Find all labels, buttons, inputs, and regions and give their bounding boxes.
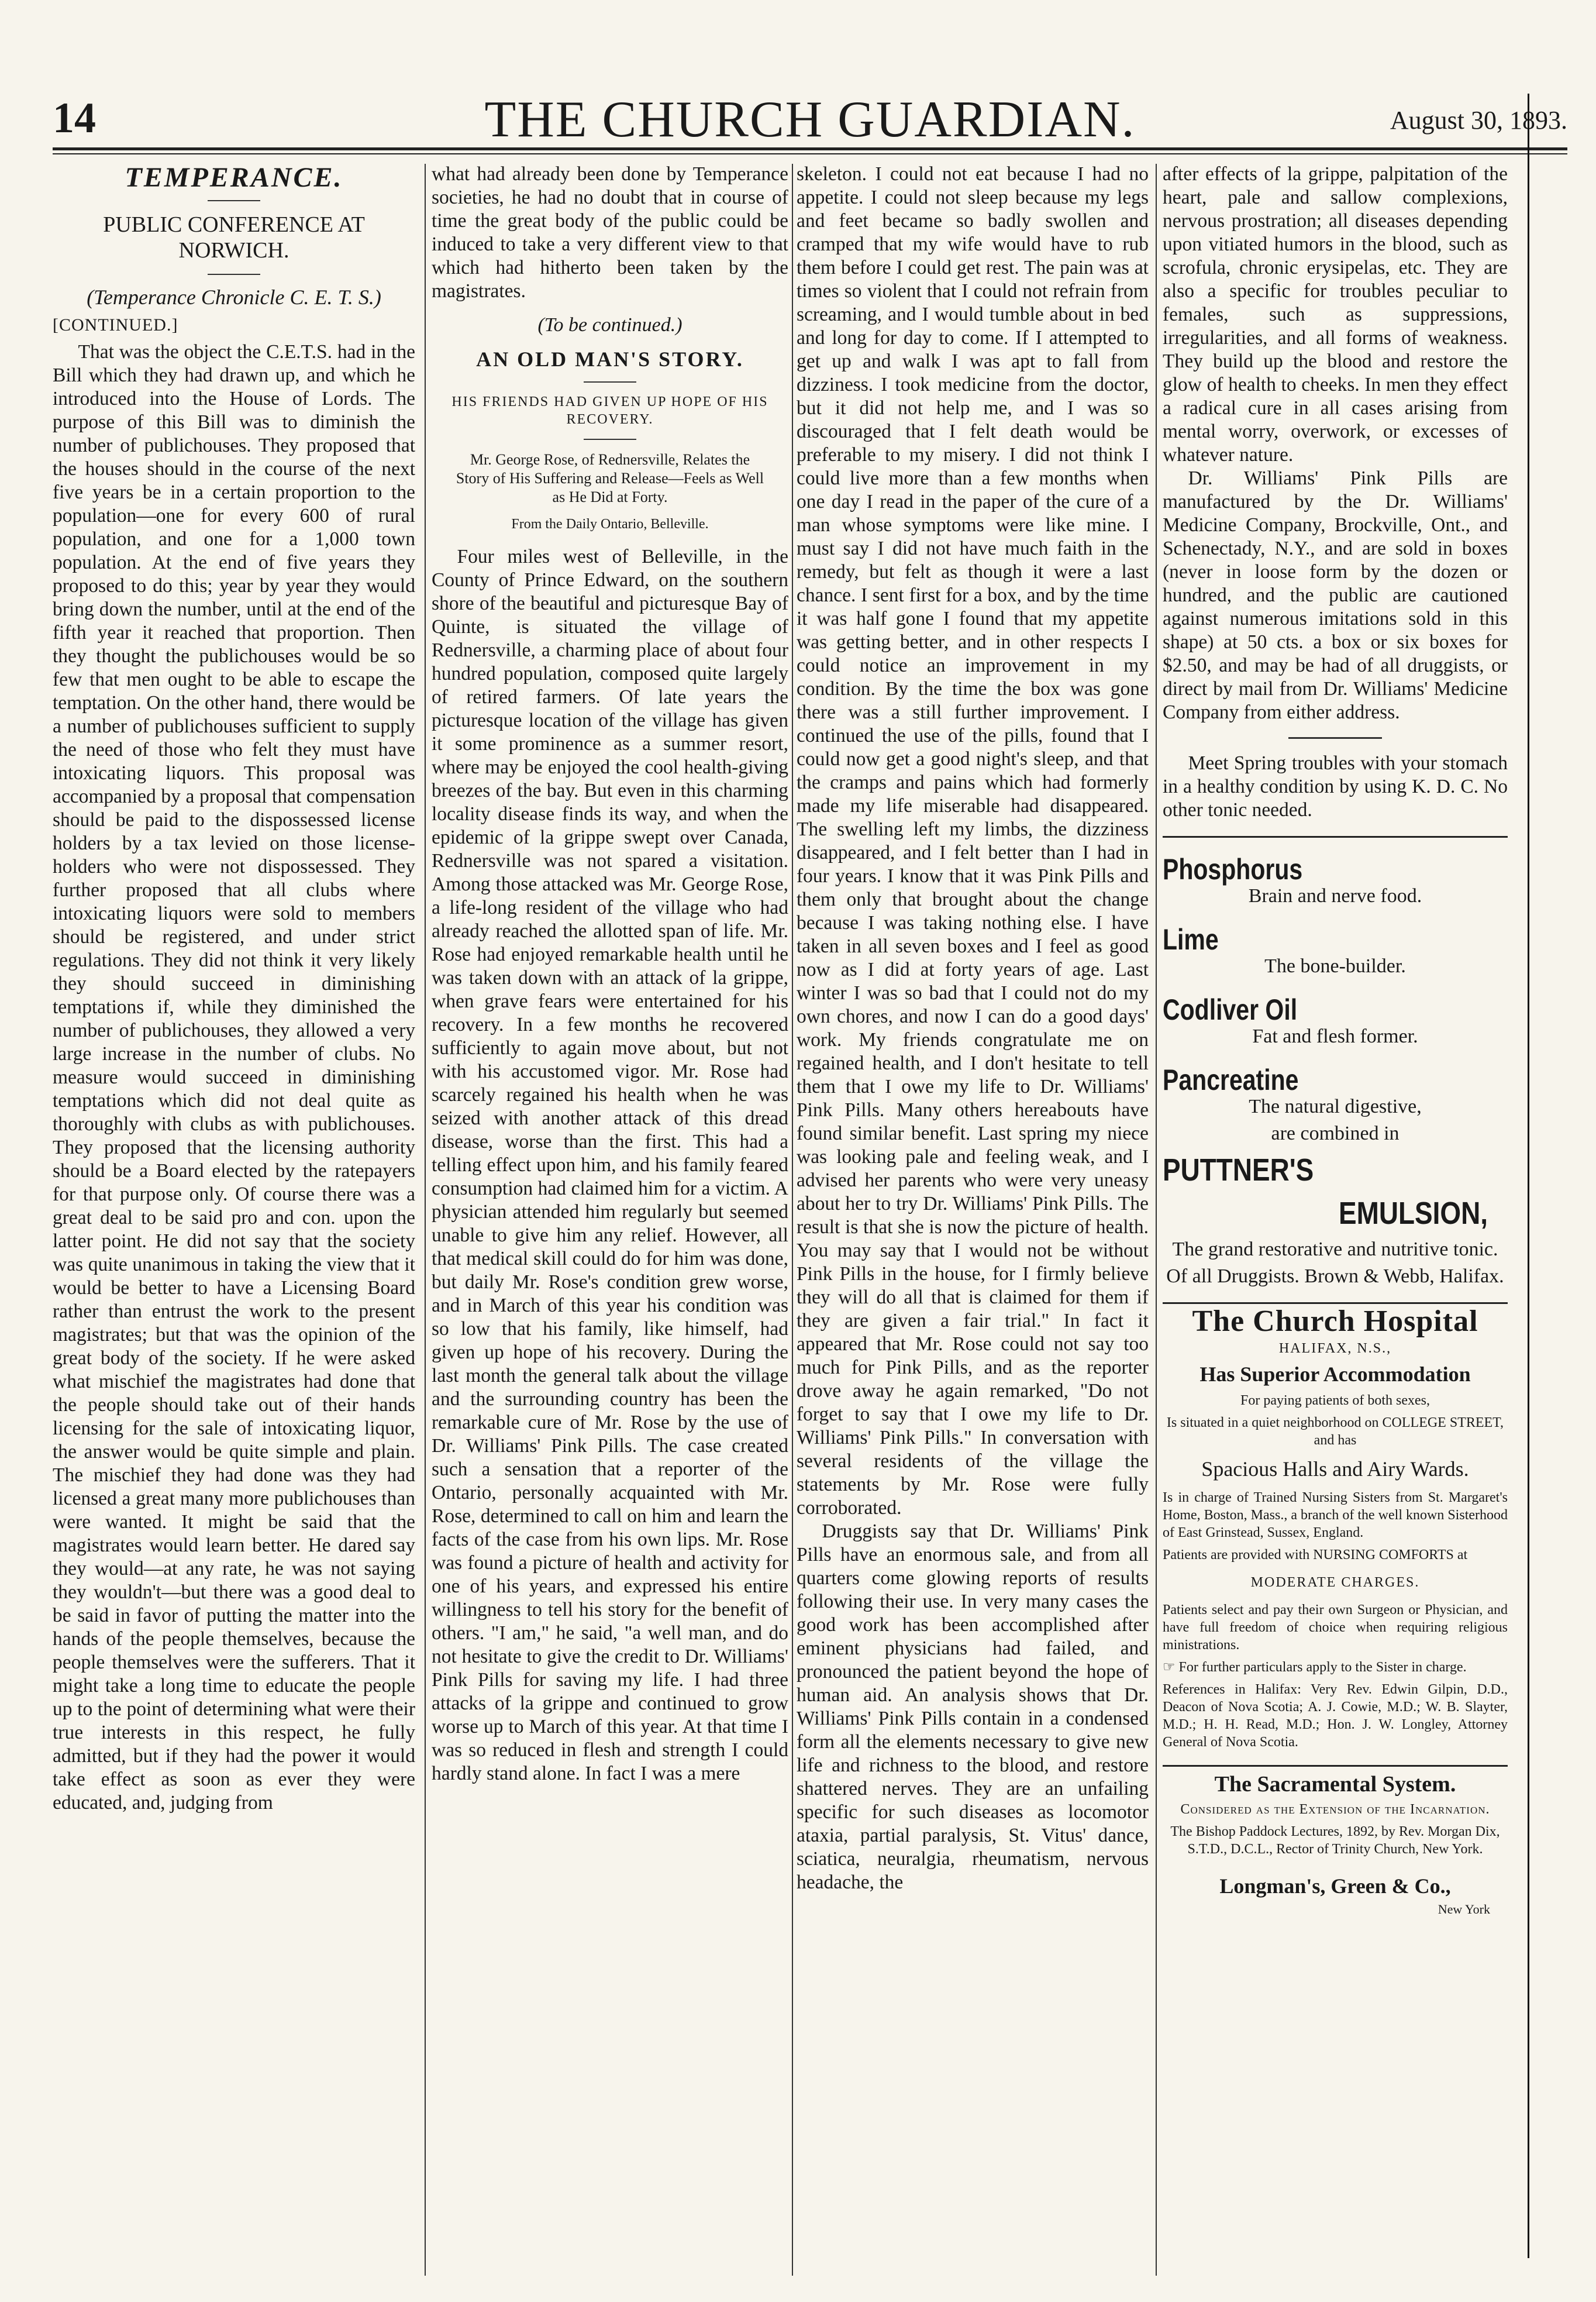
- short-rule: [584, 439, 636, 440]
- hospital-charge: Is in charge of Trained Nursing Sisters from St. Margaret's Home, Boston, Mass., a branch of the well known Sisterhood of East Grinstead, Sussex, England.: [1163, 1490, 1508, 1540]
- hospital-spacious: Spacious Halls and Airy Wards.: [1201, 1457, 1469, 1481]
- kdc-advertisement: Meet Spring troubles with your stomach in a healthy condition by using K. D. C. No other tonic needed.: [1163, 752, 1508, 821]
- masthead-rule-thick: [53, 147, 1567, 150]
- short-rule: [208, 274, 260, 275]
- ad-pancreatine: Pancreatine: [1163, 1064, 1299, 1096]
- ad-codliver: Codliver Oil: [1163, 993, 1298, 1026]
- publisher-city: New York: [1438, 1902, 1490, 1916]
- ad-lime-desc: The bone-builder.: [1264, 955, 1406, 977]
- ad-rule: [1163, 1302, 1508, 1304]
- newspaper-title: THE CHURCH GUARDIAN.: [484, 91, 1136, 148]
- sacramental-lecture: The Bishop Paddock Lectures, 1892, by Rev. Morgan Dix, S.T.D., D.C.L., Rector of Trinity Church, New York.: [1170, 1824, 1500, 1857]
- sacramental-advertisement: [1163, 1773, 1508, 1921]
- short-rule: [208, 200, 260, 201]
- column-divider: [425, 164, 426, 2276]
- page-number: 14: [53, 94, 96, 142]
- article-paragraph: skeleton. I could not eat because I had no appetite. I could not sleep because my legs and feet became so badly swollen and cramped that my wife would have to rub them before I could get rest. The pain was at times so violent that I could not refrain from screaming, and I would tumble about in bed and long for day to come. If I attempted to get up and walk I was apt to fall from dizziness. I took medicine from the doctor, but it did not help me, and I was so discouraged that I felt death would be preferable to my misery. I did not think I could live more than a few months when one day I read in the paper of the cure of a man whose symptoms were like mine. I must say I did not have much faith in the remedy, but felt as though it were a last chance. I sent first for a box, and by the time it was half gone I found that my appetite was getting better, and in other respects I could notice an improvement in my condition. By the time the box was gone there was a still further improvement. I continued the use of the pills, found that I could now get a good night's sleep, and that the cramps and pains which had formerly made my life miserable had disappeared. The swelling left my limbs, the dizziness disappeared, and I felt better than I had in four years. I know that it was Pink Pills and them only that brought about the change because I was taking nothing else. I have taken in all seven boxes and I feel as good now as I did at forty years of age. Last winter I was so bad that I could not do my own chores, and now I can do a good days' work. My friends congratulate me on regained health, and I don't hesitate to tell them that I owe my life to Dr. Williams' Pink Pills. Many others hereabouts have found similar benefit. Last spring my niece was looking pale and feeling weak, and I advised her parents who were very uneasy about her to try Dr. Williams' Pink Pills. The result is that she is now the picture of health. You may say that I would not be without Pink Pills in the house, for I firmly believe they will do all that is claimed for them if they are given a fair trial." In fact it appeared that Mr. Rose could not say too much for Pink Pills, and as the reporter drove away he again remarked, "Do not forget to say that I owe my life to Dr. Williams' Pink Pills." In conversation with several residents of the village the statements by Mr. Rose were fully corroborated.: [797, 163, 1149, 1519]
- hospital-moderate: MODERATE CHARGES.: [1250, 1575, 1420, 1590]
- masthead-rule-thin: [53, 153, 1567, 154]
- ad-rule: [1163, 836, 1508, 838]
- hospital-paying: For paying patients of both sexes,: [1240, 1393, 1430, 1408]
- ad-rule: [1163, 1765, 1508, 1767]
- ad-druggists: Of all Druggists. Brown & Webb, Halifax.: [1166, 1265, 1504, 1287]
- hospital-city: HALIFAX, N.S.,: [1278, 1341, 1392, 1356]
- ad-lime: Lime: [1163, 923, 1219, 956]
- hospital-references: References in Halifax: Very Rev. Edwin Gilpin, D.D., Deacon of Nova Scotia; A. J. Cowie, M.D.; W. B. Slayter, M.D.; H. H. Read, M.D.; Hon. J. W. Longley, Attorney General of Nova Scotia.: [1163, 1682, 1508, 1750]
- article-source: (Temperance Chronicle C. E. T. S.): [87, 285, 381, 309]
- article-paragraph: what had already been done by Temperance societies, he had no doubt that in course of time the great body of the public could be induced to take a very different view to that which had hitherto been taken by the magistrates.: [432, 163, 788, 302]
- article-paragraph: Druggists say that Dr. Williams' Pink Pills have an enormous sale, and from all quarters come glowing reports of results following their use. In very many cases the good work has been accomplished after eminent physicians had failed, and pronounced the patient beyond the hope of human aid. An analysis shows that Dr. Williams' Pink Pills contain in a condensed form all the elements necessary to give new life and richness to the blood, and restore shattered nerves. They are an unfailing specific for such diseases as locomotor ataxia, partial paralysis, St. Vitus' dance, sciatica, neuralgia, rheumatism, nervous headache, the: [797, 1520, 1149, 1893]
- to-be-continued: (To be continued.): [537, 314, 682, 336]
- article-paragraph: after effects of la grippe, palpitation of the heart, pale and sallow complexions, nervous prostration; all diseases depending upon vitiated humors in the blood, such as scrofula, chronic erysipelas, etc. They are also a specific for troubles peculiar to females, such as suppressions, irregularities, and all forms of weakness. They build up the blood and restore the glow of health to cheeks. In men they effect a radical cure in all cases arising from mental worry, overwork, or excesses of whatever nature.: [1163, 163, 1508, 466]
- short-rule: [584, 381, 636, 383]
- column-story-continued: [797, 163, 1149, 2280]
- ad-codliver-desc: Fat and flesh former.: [1252, 1026, 1418, 1047]
- hospital-further: ☞ For further particulars apply to the Sister in charge.: [1163, 1660, 1467, 1675]
- column-advertisements: [1163, 163, 1508, 2280]
- continued-label: [CONTINUED.]: [53, 315, 178, 335]
- ad-pancreatine-desc: The natural digestive,: [1249, 1096, 1422, 1117]
- hospital-select: Patients select and pay their own Surgeon or Physician, and have full freedom of choice when requiring religious ministrations.: [1163, 1602, 1508, 1653]
- column-divider: [1156, 164, 1157, 2276]
- column-temperance: [53, 163, 415, 2280]
- ad-phosphorus: Phosphorus: [1163, 853, 1303, 886]
- section-heading: TEMPERANCE.: [125, 163, 343, 193]
- article-paragraph: Dr. Williams' Pink Pills are manufactured by the Dr. Williams' Medicine Company, Brockville, Ont., and Schenectady, N.Y., and are sold in boxes (never in loose form by the dozen or hundred, and the public are cautioned against numerous imitations sold in this shape) at 50 cts. a box or six boxes for $2.50, and may be had of all druggists, or direct by mail from Dr. Williams' Medicine Company from either address.: [1163, 467, 1508, 723]
- article-subheading: PUBLIC CONFERENCE AT NORWICH.: [103, 212, 365, 263]
- ad-brand-name: PUTTNER'S: [1163, 1152, 1314, 1188]
- section-divider: [1288, 737, 1382, 739]
- ad-restorative: The grand restorative and nutritive tonic.: [1172, 1238, 1498, 1260]
- ad-brand-product: EMULSION,: [1338, 1196, 1488, 1231]
- hospital-comforts: Patients are provided with NURSING COMFORTS at: [1163, 1547, 1468, 1563]
- puttner-advertisement: [1163, 853, 1508, 1288]
- story-title: AN OLD MAN'S STORY.: [476, 347, 744, 371]
- article-paragraph: That was the object the C.E.T.S. had in the Bill which they had drawn up, and which he introduced into the House of Lords. The purpose of this Bill was to diminish the number of publichouses. They proposed that the houses should in the course of the next five years be in a certain proportion to the population—one for every 600 of rural population, and one for a 1,000 town population. At the end of five years they proposed to do this; year by year they would bring down the number, until at the end of the fifth year it reached that proportion. Then they thought the publichouses would be so few that men ought to be able to escape the temptation. On the other hand, there would be a number of publichouses sufficient to supply the need of those who felt they must have intoxicating liquors. This proposal was accompanied by a proposal that compensation should be paid to the dispossessed license holders by a tax levied on those license-holders who were not dispossessed. They further proposed that all clubs where intoxicating liquors were sold to members should be registered, and under strict regulations. They did not think it very likely they should succeed in diminishing temptations if, while they diminished the number of publichouses, they allowed a very large increase in the number of clubs. No measure would succeed in diminishing temptations which did not deal quite as thoroughly with clubs as with publichouses. They proposed that the licensing authority should be a Board elected by the ratepayers for that purpose only. Of course there was a great deal to be said pro and con. upon the latter point. He did not say that the society was quite unanimous in taking the view that it would be better to have a Licensing Board rather than entrust the work to the present magistrates; but that was the opinion of the great body of the society. If he were asked what mischief the magistrates had done that the people should take out of their hands licensing for the sale of intoxicating liquor, the answer would be quite simple and plain. The mischief they had done was they had licensed a great many more publichouses than were wanted. It might be said that the magistrates would learn better. He dared say they would—at any rate, he was not saying they wouldn't—but there was a good deal to be said in favor of putting the matter into the hands of the people themselves, because the people themselves were the sufferers. That it might take a long time to educate the people up to the point of determining what were their true interests in this respect, he fully admitted, but if they had the power it would take effect as soon as ever they were educated, and, judging from: [53, 341, 415, 1814]
- ad-pancreatine-desc: are combined in: [1271, 1123, 1399, 1144]
- hospital-title: The Church Hospital: [1192, 1305, 1478, 1338]
- column-divider: [792, 164, 793, 2276]
- hospital-superior: Has Superior Accommodation: [1199, 1362, 1471, 1386]
- publisher-name: Longman's, Green & Co.,: [1219, 1874, 1451, 1898]
- column-story: [432, 163, 788, 2280]
- article-paragraph: Four miles west of Belleville, in the County of Prince Edward, on the southern shore of the beautiful and picturesque Bay of Quinte, is situated the village of Rednersville, a charming place of about four hundred population, composed quite largely of retired farmers. Of late years the picturesque location of the village has given it some prominence as a summer resort, where may be enjoyed the cool health-giving breezes of the bay. But even in this charming locality disease finds its way, and when the epidemic of la grippe swept over Canada, Rednersville was not spared a visitation. Among those attacked was Mr. George Rose, a life-long resident of the village who had already reached the allotted span of life. Mr. Rose had enjoyed remarkable health until he was taken down with an attack of la grippe, when grave fears were entertained for his recovery. In a few months he recovered sufficiently to again move about, but not with his accustomed vigor. Mr. Rose had scarcely regained his health when he was seized with another attack of this dread disease, worse than the first. This had a telling effect upon him, and his family feared consumption had claimed him for a victim. A physician attended him regularly but seemed unable to give him any relief. However, all that medical skill could do for him was done, but daily Mr. Rose's condition grew worse, and in March of this year his condition was so low that his family, like himself, had given up hope of his recovery. During the last month the general talk about the village and the surrounding country has been the remarkable cure of Mr. Rose by the use of Dr. Williams' Pink Pills. The case created such a sensation that a reporter of the Ontario, personally acquainted with Mr. Rose, determined to call on him and learn the facts of the case from his own lips. Mr. Rose was found a picture of health and activity for one of his years, and expressed his entire willingness to tell his story for the benefit of others. "I am," he said, "a well man, and do not hesitate to give the credit to Dr. Williams' Pink Pills for saving my life. I had three attacks of la grippe and continued to grow worse up to March of this year. At that time I was so reduced in flesh and strength I could hardly stand alone. In fact I was a mere: [432, 546, 788, 1784]
- sacramental-title: The Sacramental System.: [1214, 1772, 1456, 1797]
- ad-phosphorus-desc: Brain and nerve food.: [1248, 885, 1422, 907]
- story-source: From the Daily Ontario, Belleville.: [511, 517, 709, 532]
- hospital-situated: Is situated in a quiet neighborhood on COLLEGE STREET, and has: [1166, 1415, 1504, 1448]
- masthead: [53, 88, 1567, 146]
- story-deck: Mr. George Rose, of Rednersville, Relates the Story of His Suffering and Release—Feels as Well as He Did at Forty.: [456, 451, 764, 505]
- story-subtitle: HIS FRIENDS HAD GIVEN UP HOPE OF HIS RECOVERY.: [451, 394, 768, 427]
- hospital-advertisement: [1163, 1305, 1508, 1751]
- issue-date: August 30, 1893.: [1390, 106, 1567, 135]
- page-edge-rule: [1528, 94, 1529, 2258]
- sacramental-subtitle: Considered as the Extension of the Incarnation.: [1180, 1802, 1490, 1817]
